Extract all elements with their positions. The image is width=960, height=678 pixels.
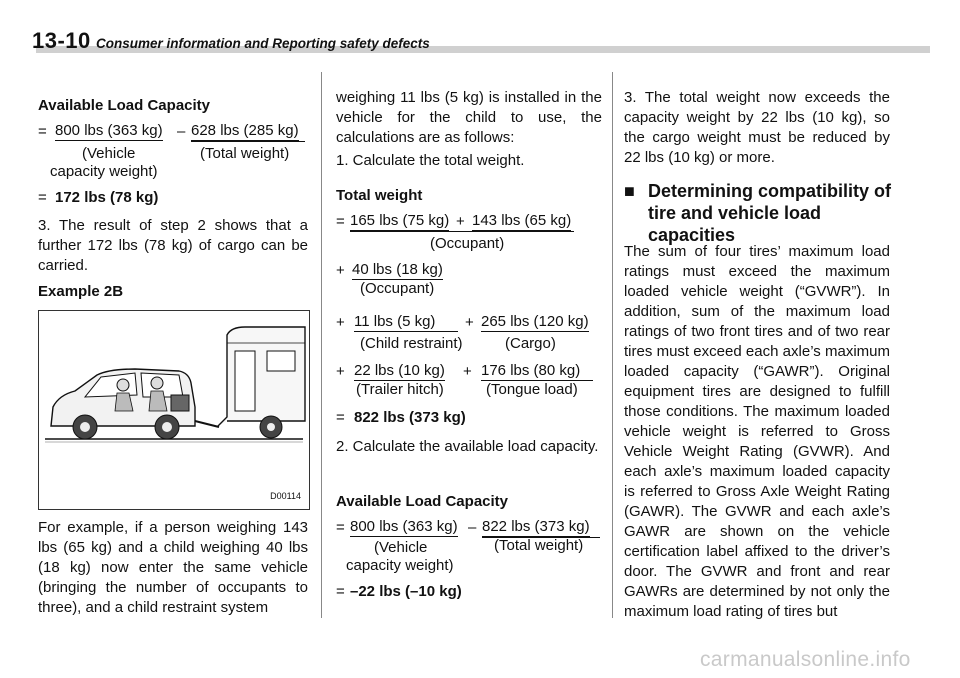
illustration-box — [38, 310, 310, 510]
section-heading: Determining compatibility of tire and vehicle load capacities — [648, 181, 892, 245]
step1: 1. Calculate the total weight. — [336, 152, 525, 169]
total-weight-heading: Total weight — [336, 187, 423, 204]
tw-row3-caption-b: (Cargo) — [505, 335, 556, 352]
tw-row3-b: 265 lbs (120 kg) — [481, 313, 589, 330]
tw-row1-caption: (Occupant) — [430, 235, 505, 252]
row3a-underline — [354, 331, 458, 332]
tw-eq-sign: = — [336, 213, 345, 230]
figure-id: D00114 — [270, 491, 301, 501]
alc-caption-total: (Total weight) — [494, 537, 584, 554]
example-paragraph: For example, if a person weighing 143 lbs (65 kg) and a child weighing 40 lbs (18 kg) now enter the same vehicle (bringing the number of occupants to three), and a child restraint system — [38, 519, 308, 616]
tw-row4-b: 176 lbs (80 kg) — [481, 362, 581, 379]
column-divider-right — [612, 72, 613, 618]
caption-capacity-weight: capacity weight) — [50, 163, 158, 180]
eq-sign: = — [38, 123, 47, 140]
alc-minus: – — [468, 519, 477, 536]
step3-exceeds: 3. The total weight now exceeds the capacity weight by 22 lbs (10 kg), so the cargo weight must be reduced by 22 lbs (10 kg) or more. — [624, 89, 890, 166]
underline — [191, 141, 305, 142]
watermark: carmanualsonline.info — [700, 648, 911, 671]
alc-term1: 800 lbs (363 kg) — [350, 518, 458, 535]
tw-row2-caption: (Occupant) — [360, 280, 435, 297]
tw-row4-caption-b: (Tongue load) — [486, 381, 578, 398]
column-divider-left — [321, 72, 322, 618]
tw-row2-a: 40 lbs (18 kg) — [352, 261, 443, 278]
tw-row1-plus: + — [456, 213, 465, 230]
alc-result-eq: = — [336, 583, 345, 600]
tw-row3-plus2: + — [465, 314, 474, 331]
alc-eq-sign: = — [336, 519, 345, 536]
result-eq-sign: = — [38, 189, 47, 206]
example-label: Example 2B — [38, 283, 124, 300]
caption-vehicle: (Vehicle — [82, 145, 136, 162]
tw-row2-plus: + — [336, 262, 345, 279]
vehicle-capacity-term: 800 lbs (363 kg) — [55, 122, 163, 139]
caption-total-weight: (Total weight) — [200, 145, 290, 162]
step3-paragraph: 3. The result of step 2 shows that a further 172 lbs (78 kg) of cargo can be carried. — [38, 217, 308, 274]
row1-underline — [350, 231, 574, 232]
car-trailer-illustration — [39, 311, 309, 509]
intro-paragraph: weighing 11 lbs (5 kg) is installed in the vehicle for the child to use, the calculations are as follows: — [336, 89, 602, 146]
section-marker-icon: ■ — [624, 181, 635, 201]
tw-row4-plus2: + — [463, 363, 472, 380]
page-number: 13-10 — [32, 28, 91, 53]
chapter-title: Consumer information and Reporting safety defects — [96, 36, 430, 51]
tw-result: 822 lbs (373 kg) — [354, 409, 466, 426]
tw-row3-a: 11 lbs (5 kg) — [354, 313, 436, 330]
tw-row1-a: 165 lbs (75 kg) — [350, 212, 450, 229]
tw-row3-plus: + — [336, 314, 345, 331]
step2: 2. Calculate the available load capacity. — [336, 438, 599, 455]
minus-sign: – — [177, 123, 186, 140]
alc-result: –22 lbs (–10 kg) — [350, 583, 462, 600]
tw-row4-caption-a: (Trailer hitch) — [356, 381, 444, 398]
result-value: 172 lbs (78 kg) — [55, 189, 159, 206]
tw-row3-caption-a: (Child restraint) — [360, 335, 463, 352]
compatibility-body: The sum of four tires’ maximum load ratings must exceed the maximum loaded vehicle weight (“GVWR”). In addition, sum of the maximum load ratings of two front tires and of two rear tires must exceed each axle’s maximum loaded capacity (“GAWR”). Original equipment tires are designed to fulfill those conditions. The maximum loaded vehicle weight is referred to Gross Vehicle Weight Rating (GVWR). And each axle’s maximum loaded capacity is referred to Gross Axle Weight Rating (GAWR). The GVWR and each axle’s GAWR are shown on the vehicle certification label affixed to the driver’s door. The GVWR and front and rear GAWRs are determined by not only the maximum load rating of tires but — [624, 243, 890, 620]
alc-caption-capacity: capacity weight) — [346, 557, 454, 574]
available-load-heading: Available Load Capacity — [38, 97, 211, 114]
tw-row4-plus: + — [336, 363, 345, 380]
tw-row1-b: 143 lbs (65 kg) — [472, 212, 572, 229]
alc-heading: Available Load Capacity — [336, 493, 509, 510]
alc-term2: 822 lbs (373 kg) — [482, 518, 590, 535]
tw-result-eq: = — [336, 409, 345, 426]
alc-caption-vehicle: (Vehicle — [374, 539, 428, 556]
tw-row4-a: 22 lbs (10 kg) — [354, 362, 445, 379]
total-weight-term: 628 lbs (285 kg) — [191, 122, 299, 139]
